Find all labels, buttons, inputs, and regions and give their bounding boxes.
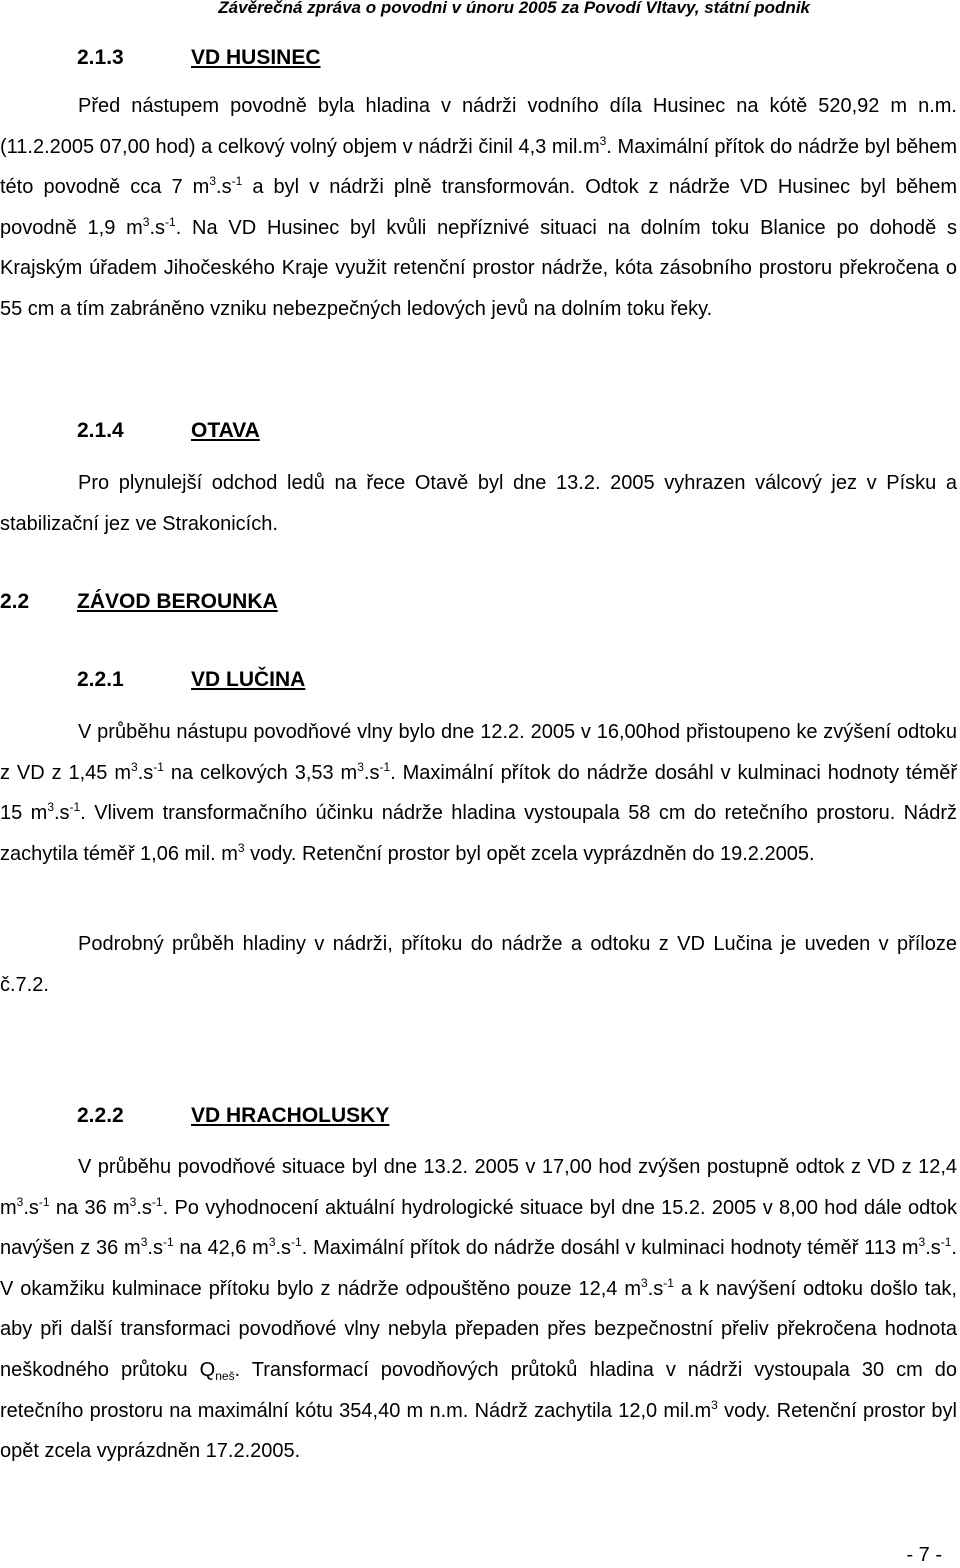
section-heading-lucina — [77, 667, 305, 693]
paragraph-hracholusky: V průběhu povodňové situace byl dne 13.2. 2005 v 17,00 hod zvýšen postupně odtok z VD z 12,4 $m^3.s^{-1}$ na 36 $m^3.s^{-1}$. Po vyhodnocení aktuální hydrologické situace byl dne 15.2. 2005 v 8,00 hod dále odtok navýšen z 36 $m^3.s^{-1}$ na 42,6 $m^3.s^{-1}$. Maximální přítok do nádrže dosáhl v kulminaci hodnoty téměř 113 $m^3.s^{-1}$. V okamžiku kulminace přítoku bylo z nádrže odpouštěno pouze 12,4 $m^3.s^{-1}$ a k navýšení odtoku došlo tak, aby při další transformaci povodňové vlny nebyla přepaden přes bezpečnostní přeliv překročena hodnota neškodného průtoku $Q_{neš}$. Transformací povodňových průtoků hladina v nádrži vystoupala 30 cm do retečního prostoru na maximální kótu 354,40 m n.m. Nádrž zachytila 12,0 $mil.m^3$ vody. Retenční prostor byl opět zcela vyprázdněn 17.2.2005. — [0, 1156, 957, 1463]
section-title: VD LUČINA — [191, 668, 306, 691]
running-header: Závěrečná zpráva o povodni v únoru 2005 za Povodí Vltavy, státní podnik — [218, 0, 810, 17]
paragraph-lucina: V průběhu nástupu povodňové vlny bylo dne 12.2. 2005 v 16,00hod přistoupeno ke zvýšení odtoku z VD z 1,45 $m^3.s^{-1}$ na celkových 3,53 $m^3.s^{-1}$. Maximální přítok do nádrže dosáhl v kulminaci hodnoty téměř 15 $m^3.s^{-1}$. Vlivem transformačního účinku nádrže hladina vystoupala 58 cm do retečního prostoru. Nádrž zachytila téměř 1,06 mil. $m^3$ vody. Retenční prostor byl opět zcela vyprázdněn do 19.2.2005. — [0, 721, 958, 865]
section-heading-hracholusky — [77, 1103, 389, 1129]
section-heading-otava — [77, 418, 260, 444]
section-number: 2.1.3 — [77, 46, 124, 69]
section-title: VD HUSINEC — [191, 46, 321, 69]
section-number: 2.2 — [0, 590, 30, 613]
section-heading-berounka — [0, 589, 278, 615]
section-title: ZÁVOD BEROUNKA — [77, 590, 278, 613]
paragraph-husinec: Před nástupem povodně byla hladina v nádrži vodního díla Husinec na kótě 520,92 m n.m. (11.2.2005 07,00 hod) a celkový volný objem v nádrži činil 4,3 $mil.m^3$. Maximální přítok do nádrže byl během této povodně cca 7 $m^3.s^{-1}$ a byl v nádrži plně transformován. Odtok z nádrže VD Husinec byl během povodně 1,9 $m^3.s^{-1}$. Na VD Husinec byl kvůli nepříznivé situaci na dolním toku Blanice po dohodě s Krajským úřadem Jihočeského Kraje využit retenční prostor nádrže, kóta zásobního prostoru překročena o 55 cm a tím zabráněno vzniku nebezpečných ledových jevů na dolním toku řeky. — [0, 95, 957, 320]
section-heading-husinec — [77, 45, 321, 71]
section-title: VD HRACHOLUSKY — [191, 1104, 390, 1127]
paragraph-otava: Pro plynulejší odchod ledů na řece Otavě byl dne 13.2. 2005 vyhrazen válcový jez v Písku a stabilizační jez ve Strakonicích. — [0, 472, 957, 535]
section-number: 2.2.2 — [77, 1104, 124, 1127]
section-number: 2.2.1 — [77, 668, 124, 691]
page-number: - 7 - — [906, 1544, 942, 1566]
paragraph-lucina-appendix: Podrobný průběh hladiny v nádrži, přítoku do nádrže a odtoku z VD Lučina je uveden v příloze č.7.2. — [0, 933, 957, 996]
section-title: OTAVA — [191, 419, 260, 442]
section-number: 2.1.4 — [77, 419, 124, 442]
